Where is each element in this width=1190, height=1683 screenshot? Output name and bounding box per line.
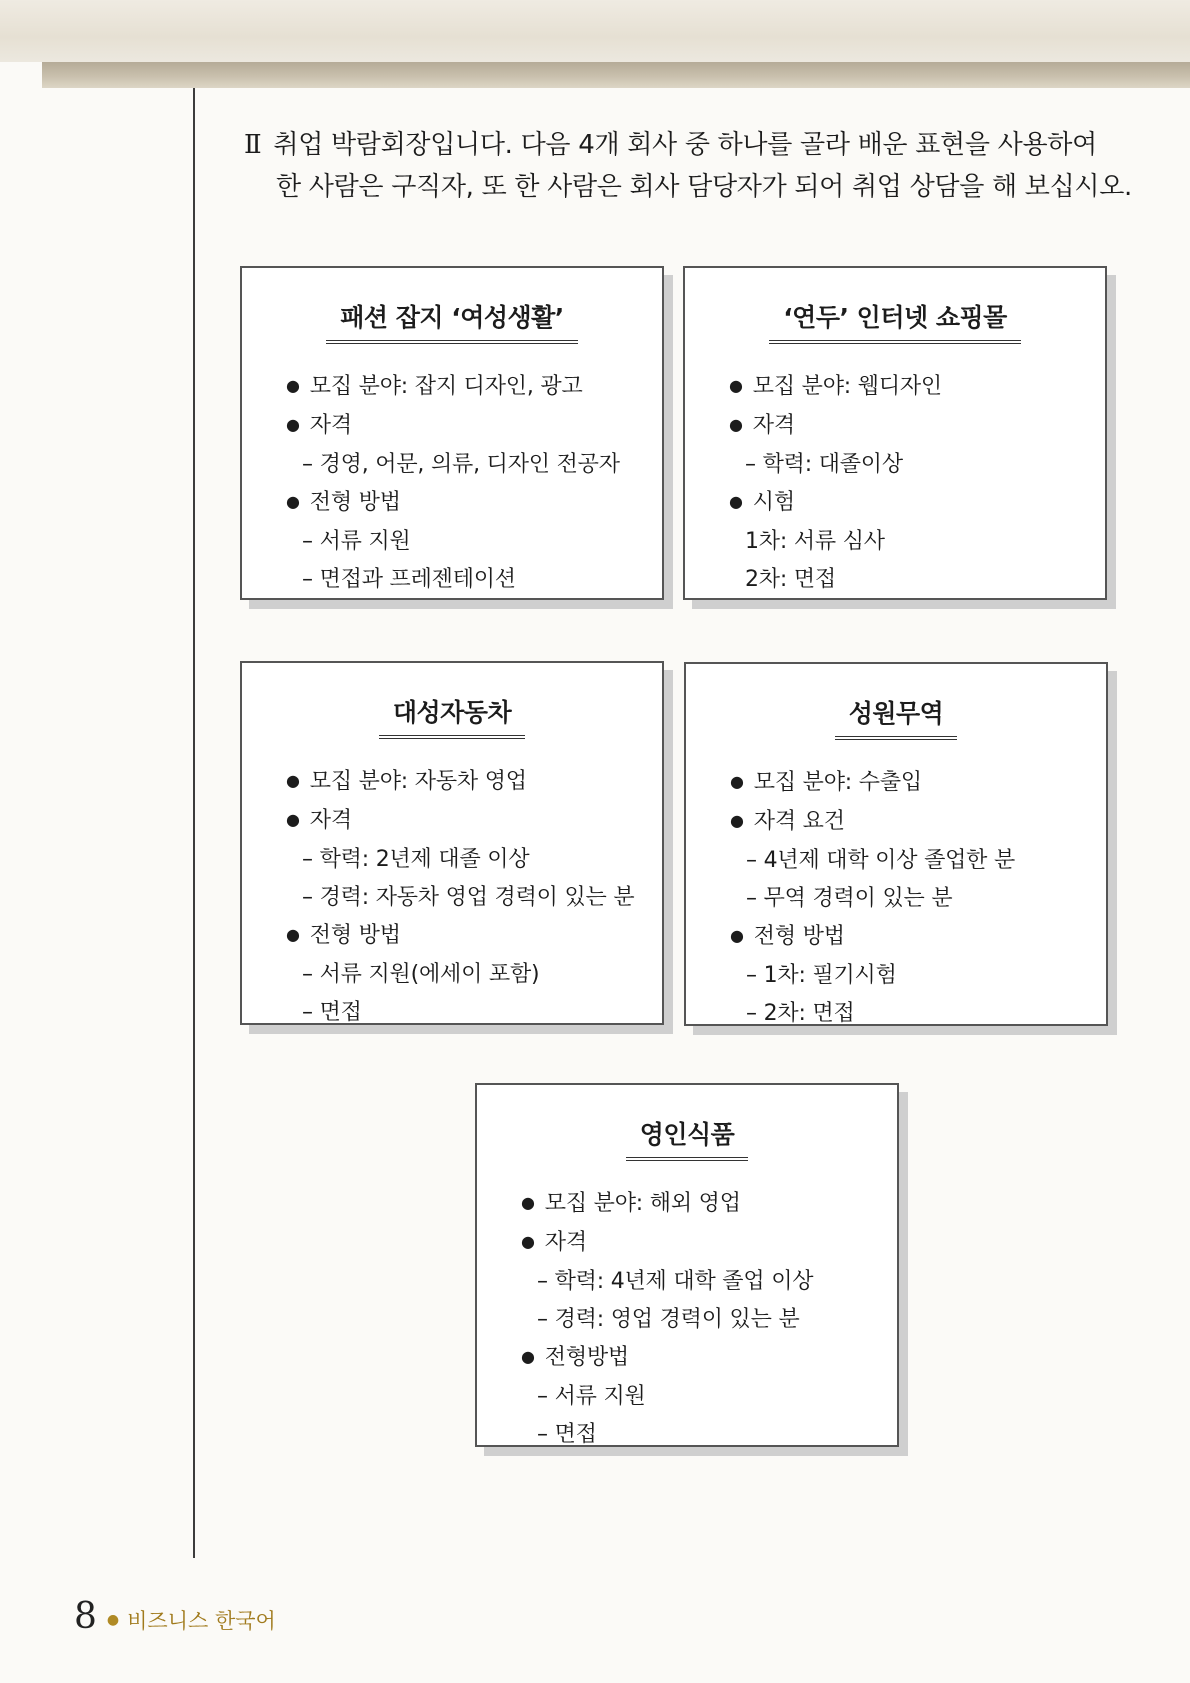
job-details-list: [685, 368, 1105, 599]
detail-item: – 경력: 영업 경력이 있는 분: [521, 1301, 897, 1339]
detail-item: – 무역 경력이 있는 분: [730, 880, 1106, 918]
detail-item: – 2차: 면접: [730, 995, 1106, 1033]
detail-item: – 서류 지원(에세이 포함): [286, 956, 662, 994]
job-details-list: [242, 368, 662, 599]
detail-item: – 4년제 대학 이상 졸업한 분: [730, 842, 1106, 880]
company-title: 패션 잡지 ‘여성생활’: [242, 298, 662, 344]
detail-heading: ● 자격 요건: [730, 803, 1106, 842]
detail-heading: ● 모집 분야: 잡지 디자인, 광고: [286, 368, 662, 407]
detail-item: – 서류 지원: [286, 523, 662, 561]
margin-rule: [193, 88, 195, 1558]
company-card-shopping-mall: [683, 266, 1107, 600]
page-number: 8: [74, 1596, 97, 1637]
company-title: 대성자동차: [242, 693, 662, 739]
detail-heading: ● 모집 분야: 해외 영업: [521, 1185, 897, 1224]
job-details-list: [242, 763, 662, 1032]
company-title: 영인식품: [477, 1115, 897, 1161]
top-decorative-band: [0, 0, 1190, 62]
detail-heading: ● 전형 방법: [730, 918, 1106, 957]
detail-item: – 학력: 대졸이상: [729, 446, 1105, 484]
instruction-line-1: 취업 박람회장입니다. 다음 4개 회사 중 하나를 골라 배운 표현을 사용하여: [273, 130, 1097, 160]
company-card-trading: [684, 662, 1108, 1026]
book-title: 비즈니스 한국어: [127, 1609, 276, 1633]
exercise-instruction: [244, 124, 1144, 208]
detail-heading: ● 자격: [286, 407, 662, 446]
detail-heading: ● 자격: [729, 407, 1105, 446]
detail-item: – 학력: 4년제 대학 졸업 이상: [521, 1263, 897, 1301]
detail-heading: ● 자격: [521, 1224, 897, 1263]
exercise-numeral: Ⅱ: [244, 130, 262, 160]
detail-heading: ● 모집 분야: 수출입: [730, 764, 1106, 803]
detail-heading: ● 자격: [286, 802, 662, 841]
company-card-food: [475, 1083, 899, 1447]
detail-heading: ● 전형 방법: [286, 484, 662, 523]
detail-heading: ● 시험: [729, 484, 1105, 523]
detail-item: – 서류 지원: [521, 1378, 897, 1416]
detail-item: – 면접과 프레젠테이션: [286, 561, 662, 599]
job-details-list: [686, 764, 1106, 1033]
detail-heading: ● 전형 방법: [286, 917, 662, 956]
detail-heading: ● 전형방법: [521, 1339, 897, 1378]
page-footer: [74, 1596, 276, 1637]
company-title: 성원무역: [686, 694, 1106, 740]
detail-item: – 경영, 어문, 의류, 디자인 전공자: [286, 446, 662, 484]
detail-item: 1차: 서류 심사: [745, 529, 885, 554]
company-card-automobile: [240, 661, 664, 1025]
footer-bullet-icon: ●: [106, 1612, 120, 1628]
detail-item: – 면접: [286, 994, 662, 1032]
company-title: ‘연두’ 인터넷 쇼핑몰: [685, 298, 1105, 344]
detail-item: – 학력: 2년제 대졸 이상: [286, 841, 662, 879]
detail-item: – 경력: 자동차 영업 경력이 있는 분: [286, 879, 662, 917]
detail-heading: ● 모집 분야: 웹디자인: [729, 368, 1105, 407]
detail-item: – 1차: 필기시험: [730, 957, 1106, 995]
top-decorative-strip: [42, 62, 1190, 88]
detail-item: 2차: 면접: [745, 567, 836, 592]
instruction-line-2: 한 사람은 구직자, 또 한 사람은 회사 담당자가 되어 취업 상담을 해 보십시오.: [276, 172, 1132, 202]
detail-heading: ● 모집 분야: 자동차 영업: [286, 763, 662, 802]
detail-item: – 면접: [521, 1416, 897, 1454]
company-card-fashion-magazine: [240, 266, 664, 600]
job-details-list: [477, 1185, 897, 1454]
